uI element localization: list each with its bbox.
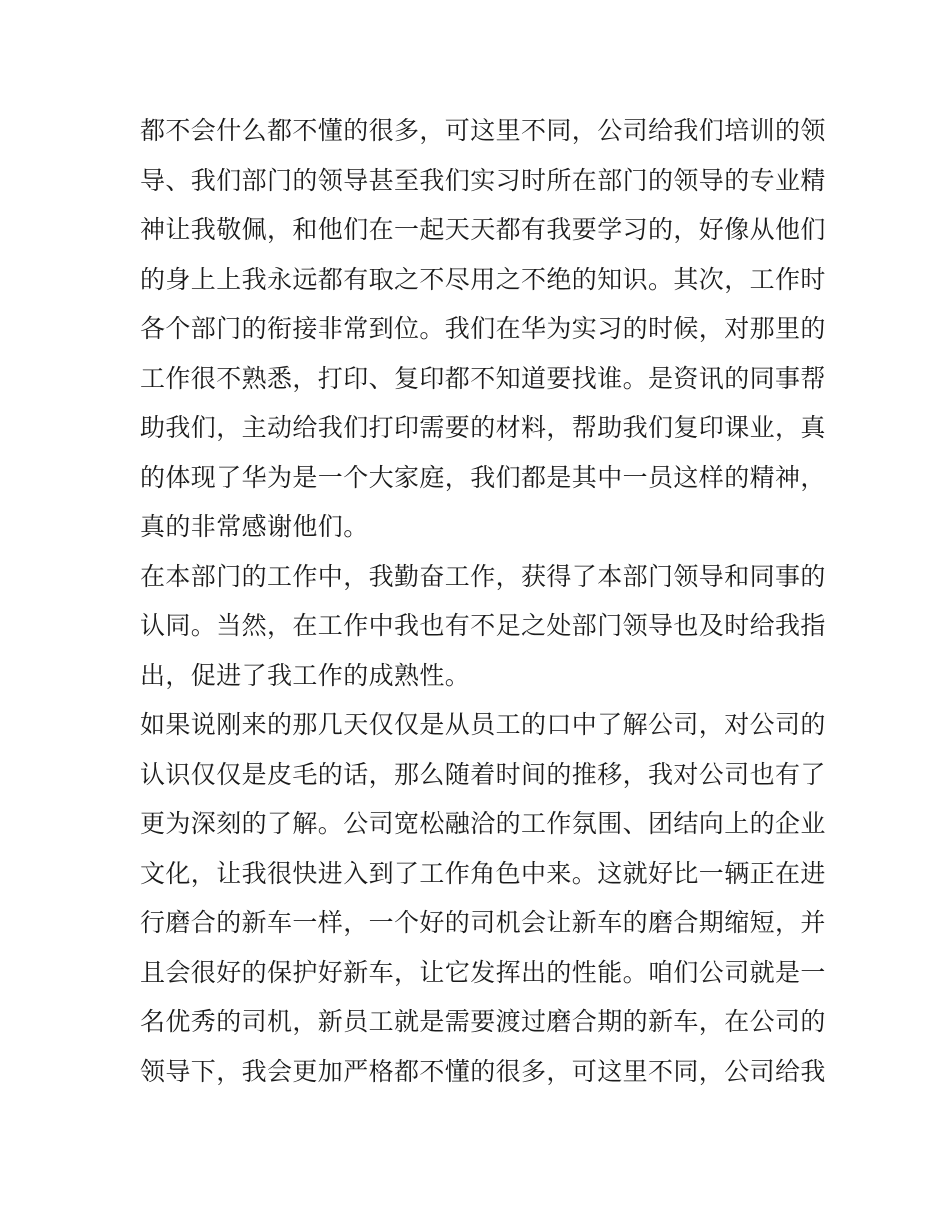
text-line: 工作很不熟悉，打印、复印都不知道要找谁。是资讯的同事帮 xyxy=(140,363,826,393)
text-line: 如果说刚来的那几天仅仅是从员工的口中了解公司，对公司的 xyxy=(140,710,826,739)
text-line: 更为深刻的了解。公司宽松融洽的工作氛围、团结向上的企业 xyxy=(140,809,826,838)
text-line: 各个部门的衔接非常到位。我们在华为实习的时候，对那里的 xyxy=(140,314,826,343)
text-line: 助我们，主动给我们打印需要的材料，帮助我们复印课业，真 xyxy=(140,413,826,442)
text-line: 在本部门的工作中，我勤奋工作，获得了本部门领导和同事的 xyxy=(140,561,826,591)
text-line: 认同。当然，在工作中我也有不足之处部门领导也及时给我指 xyxy=(140,611,826,640)
text-line: 的身上上我永远都有取之不尽用之不绝的知识。其次，工作时 xyxy=(140,264,826,294)
text-line: 领导下，我会更加严格都不懂的很多，可这里不同，公司给我 xyxy=(140,1056,826,1086)
text-line: 认识仅仅是皮毛的话，那么随着时间的推移，我对公司也有了 xyxy=(140,759,826,789)
text-line: 文化，让我很快进入到了工作角色中来。这就好比一辆正在进 xyxy=(140,858,826,888)
body-text xyxy=(140,106,826,1096)
text-line: 名优秀的司机，新员工就是需要渡过磨合期的新车，在公司的 xyxy=(140,1007,826,1036)
text-line: 出，促进了我工作的成熟性。 xyxy=(140,660,471,690)
text-line: 且会很好的保护好新车，让它发挥出的性能。咱们公司就是一 xyxy=(140,957,826,987)
text-line: 真的非常感谢他们。 xyxy=(140,512,369,541)
text-line: 导、我们部门的领导甚至我们实习时所在部门的领导的专业精 xyxy=(140,165,826,195)
text-line: 都不会什么都不懂的很多，可这里不同，公司给我们培训的领 xyxy=(140,116,826,145)
text-line: 神让我敬佩，和他们在一起天天都有我要学习的，好像从他们 xyxy=(140,215,826,244)
text-line: 的体现了华为是一个大家庭，我们都是其中一员这样的精神， xyxy=(140,462,826,492)
text-line: 行磨合的新车一样，一个好的司机会让新车的磨合期缩短，并 xyxy=(140,908,826,937)
